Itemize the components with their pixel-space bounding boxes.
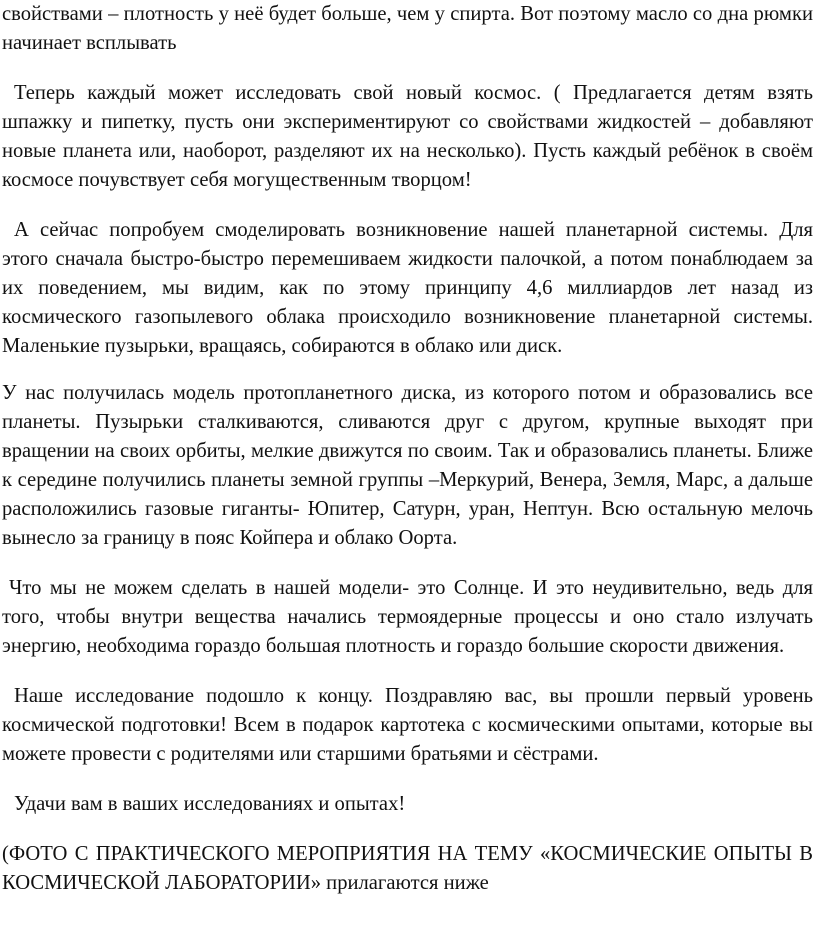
paragraph-photo-note: (ФОТО С ПРАКТИЧЕСКОГО МЕРОПРИЯТИЯ НА ТЕМУ «КОСМИЧЕСКИЕ ОПЫТЫ В КОСМИЧЕСКОЙ ЛАБОРАТОРИИ» прилагаются ниже [2, 843, 813, 894]
paragraph-sun: Что мы не можем сделать в нашей модели- это Солнце. И это неудивительно, ведь для того, чтобы внутри вещества начались термоядерные процессы и оно стало излучать энергию, необходима гораздо большая плотность и гораздо большие скорости движения. [2, 577, 813, 657]
paragraph-protoplanetary-disk: У нас получилась модель протопланетного диска, из которого потом и образовались все планеты. Пузырьки сталкиваются, сливаются друг с другом, крупные выходят при вращении на своих орбиты, мелкие движутся по своим. Так и образовались планеты. Ближе к середине получились планеты земной группы –Меркурий, Венера, Земля, Марс, а дальше расположились газовые гиганты- Юпитер, Сатурн, уран, Нептун. Всю остальную мелочь вынесло за границу в пояс Койпера и облако Оорта. [2, 382, 813, 549]
paragraph-continuation: свойствами – плотность у неё будет больше, чем у спирта. Вот поэтому масло со дна рюмки начинает всплывать [2, 3, 813, 54]
paragraph-modeling: А сейчас попробуем смоделировать возникновение нашей планетарной системы. Для этого сначала быстро-быстро перемешиваем жидкости палочкой, а потом понаблюдаем за их поведением, мы видим, как по этому принципу 4,6 миллиардов лет назад из космического газопылевого облака происходило возникновение планетарной системы. Маленькие пузырьки, вращаясь, собираются в облако или диск. [2, 219, 813, 357]
paragraph-new-space: Теперь каждый может исследовать свой новый космос. ( Предлагается детям взять шпажку и пипетку, пусть они экспериментируют со свойствами жидкостей – добавляют новые планета или, наоборот, разделяют их на несколько). Пусть каждый ребёнок в своём космосе почувствует себя могущественным творцом! [2, 82, 813, 191]
paragraph-conclusion: Наше исследование подошло к концу. Поздравляю вас, вы прошли первый уровень космической подготовки! Всем в подарок картотека с космическими опытами, которые вы можете провести с родителями или старшими братьями и сёстрами. [2, 685, 813, 765]
paragraph-good-luck: Удачи вам в ваших исследованиях и опытах! [14, 793, 406, 815]
